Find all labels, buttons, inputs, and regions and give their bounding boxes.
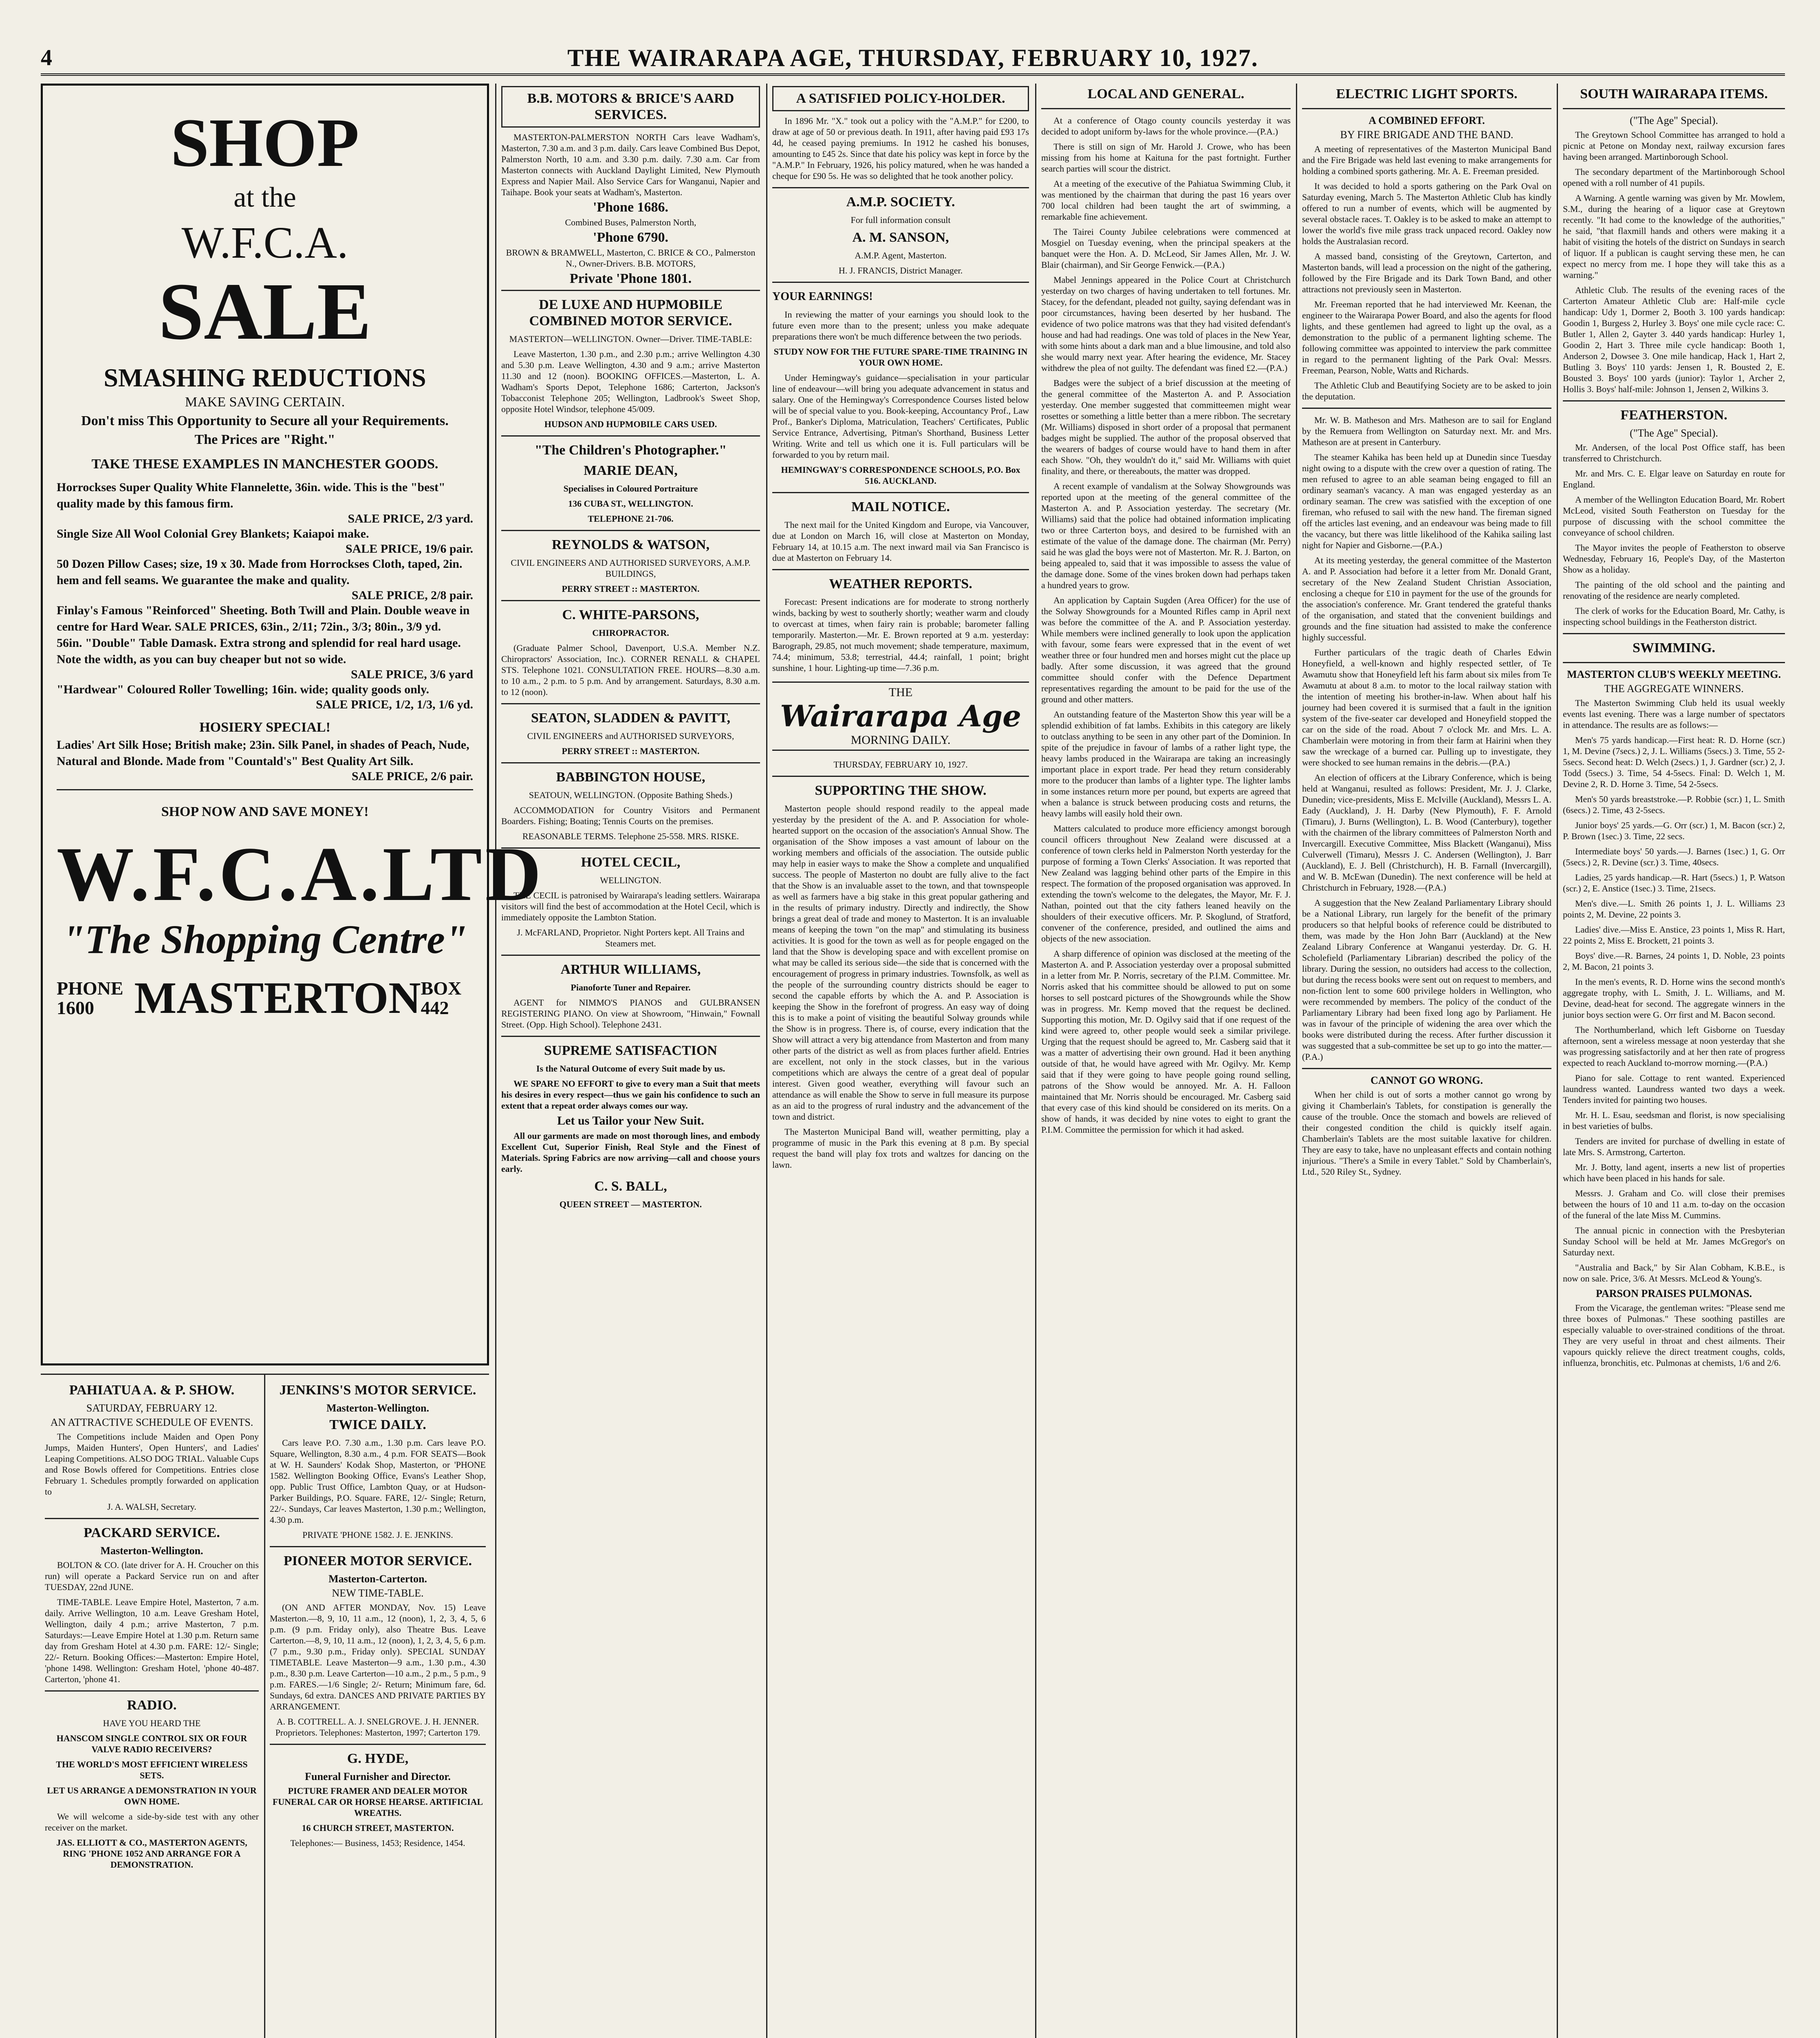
dean-telephone: TELEPHONE 21-706. [588, 514, 674, 524]
news-paragraph: Mr. Freeman reported that he had interviewed Mr. Keenan, the engineer to the Wairarapa Power Board, and also the agents for flood lights, and these gentlemen had agreed to light up the oval, as a demonstration to the public of a permanent lighting scheme. The following committee was appointed to interview the park committee in regard to the permanent lighting of the Park Oval: Messrs. Freeman, Pearson, Noble, Watts and Richards. [1302, 299, 1551, 375]
amp-manager: H. J. FRANCIS, District Manager. [838, 265, 963, 276]
bb-phone: 'Phone 1686. [593, 200, 669, 215]
pioneer-heading: PIONEER MOTOR SERVICE. [284, 1553, 472, 1568]
divider [772, 187, 1029, 188]
ad-sale-heading: SALE [158, 267, 372, 357]
editorial-date: THURSDAY, FEBRUARY 10, 1927. [833, 759, 968, 770]
bb-owners: BROWN & BRAMWELL, Masterton, C. BRICE & CO., Palmerston N., Owner-Drivers. B.B. MOTORS, [506, 247, 756, 269]
pioneer-route: Masterton-Carterton. [328, 1573, 427, 1585]
white-parsons-body: (Graduate Palmer School, Davenport, U.S.A. Member N.Z. Chiropractors' Association, Inc.). CORNER RENALL & CHAPEL STS. Telephone 1021. CONSULTATION FREE. HOURS—8.30 a.m. to 10 a.m., 2 p.m. to 5 p.m. And by arrangement. Saturdays, 8.30 a.m. to 12 (noon). [501, 643, 760, 697]
mail-notice-heading: MAIL NOTICE. [851, 499, 950, 514]
news-paragraph: A meeting of representatives of the Masterton Municipal Band and the Fire Brigade was held last evening to make arrangements for holding a combined sports gathering. Mr. A. E. Freeman presided. [1302, 144, 1551, 176]
ad-item: 56in. "Double" Table Damask. Extra strong and splendid for real hard usage. Note the width, as you can buy cheaper but not so wide. [57, 636, 461, 666]
supreme-body-2: All our garments are made on most thorough lines, and embody Excellent Cut, Superior Finish, Real Style and the Finest of Materials. Spring Fabrics are now arriving—call and choose yours early. [501, 1131, 760, 1174]
hotel-cecil-heading: HOTEL CECIL, [581, 855, 681, 870]
column-rule [495, 84, 496, 2038]
news-paragraph: Badges were the subject of a brief discussion at the meeting of the general committee of the Masterton A. and P. Association yesterday. One member suggested that committeemen might wear rosettes or something a little better than a mere ribbon. The secretary (Mr. Williams) disposed in short order of a proposal that permanent badges might be supplied. The author of the proposal observed that the wearers of badges of course would have to hand them in after each Show. "Oh, they wouldn't do it," said Mr. Williams with quiet finality, and there, or thereabouts, the matter was dropped. [1041, 378, 1291, 476]
pahiatua-signature: J. A. WALSH, Secretary. [107, 1502, 196, 1512]
editorial-masthead-the: THE [888, 686, 913, 699]
radio-line: HANSCOM SINGLE CONTROL SIX OR FOUR VALVE RADIO RECEIVERS? [56, 1733, 247, 1754]
dean-heading: "The Children's Photographer." [534, 443, 727, 458]
divider [1563, 662, 1785, 663]
seaton-address: PERRY STREET :: MASTERTON. [562, 746, 700, 756]
divider [501, 703, 760, 704]
seaton-subheading: CIVIL ENGINEERS and AUTHORISED SURVEYORS, [527, 731, 734, 741]
divider [1563, 108, 1785, 109]
column-6-south-wairarapa [1563, 84, 1785, 2038]
ad-wfca-name: W.F.C.A. [181, 218, 348, 267]
pioneer-signature: A. B. COTTRELL. A. J. SNELGROVE. J. H. JENNER. Proprietors. Telephones: Masterton, 1997; Carterton 179. [275, 1716, 480, 1738]
amp-subheading: For full information consult [851, 215, 951, 225]
editorial-masthead [772, 682, 1029, 751]
local-general-heading: LOCAL AND GENERAL. [1087, 86, 1245, 101]
ad-item-price: SALE PRICE, 2/3 yard. [348, 512, 473, 525]
column-rule [264, 1374, 265, 2038]
swimming-heading: SWIMMING. [1632, 640, 1716, 655]
news-paragraph: A Warning. A gentle warning was given by Mr. Mowlem, S.M., during the hearing of a liquor case at Greytown recently. "It had come to the knowledge of the authorities," he said, "that flaxmill hands and others were making it a habit of visiting the hotels of the district on Sundays in search of liquor. If a publican is caught serving these men, he can expect no mercy from me. I hope they will take this as a warning." [1563, 193, 1785, 280]
weather-heading: WEATHER REPORTS. [829, 576, 972, 591]
masthead [41, 41, 1785, 76]
news-paragraph: Men's 75 yards handicap.—First heat: R. D. Horne (scr.) 1, M. Devine (7secs.) 2, J. L. Williams (5secs.) 3. Time, 55 2-5secs. Second heat: D. Welch (2secs.) 1, J. Gardner (scr.) 2, J. Todd (5secs.) 3. Time, 54 4-5secs. Final: D. Welch 1, M. Devine 2, R. D. Horne 3. Time, 54 2-5secs. [1563, 735, 1785, 789]
ad-shop-heading: SHOP [170, 104, 359, 181]
radio-heading: RADIO. [127, 1698, 177, 1713]
news-paragraph: Ladies, 25 yards handicap.—R. Hart (5secs.) 1, P. Watson (scr.) 2, E. Anstice (1sec.) 3. Time, 21secs. [1563, 872, 1785, 893]
white-parsons-subheading: CHIROPRACTOR. [592, 628, 669, 638]
hotel-cecil-subheading: WELLINGTON. [600, 875, 661, 885]
news-paragraph: Further particulars of the tragic death of Charles Edwin Honeyfield, a well-known and highly respected settler, of Te Awamutu show that Honeyfield left his farm about six miles from Te Awamutu at about 8 a.m. to motor to the local railway station with the intention of meeting his brother-in-law. When about half his journey had been covered it is surmised that a fault in the ignition system of the five-seater car developed and Honeyfield stopped the car on the side of the road. About 7 o'clock Mr. and Mrs. L. A. Chamberlain were motoring in from their farm at Hairini when they saw the wreckage of a burned car. Pulling up to investigate, they were shocked to see human remains in the debris.—(P.A.) [1302, 647, 1551, 768]
news-paragraph: Mr. J. Botty, land agent, inserts a new list of properties which have been placed in his hands for sale. [1563, 1162, 1785, 1183]
news-paragraph: Men's 50 yards breaststroke.—P. Robbie (scr.) 1, L. Smith (6secs.) 2. Time, 43 2-5secs. [1563, 794, 1785, 815]
packard-service-heading: PACKARD SERVICE. [84, 1525, 220, 1540]
divider [501, 1036, 760, 1037]
mail-notice-body: The next mail for the United Kingdom and Europe, via Vancouver, due at London on March 16, will close at Masterton on Monday, February 14, at 10.15 a.m. The next inward mail via San Francisco is due at Masterton on February 14. [772, 520, 1029, 563]
electric-light-subheading-2: BY FIRE BRIGADE AND THE BAND. [1340, 129, 1514, 141]
bb-private-phone: Private 'Phone 1801. [569, 271, 692, 286]
hotel-cecil-body: THE CECIL is patronised by Wairarapa's leading settlers. Wairarapa visitors will find the best of accommodation at the Hotel Cecil, which is immediately opposite the Lambton Station. [501, 890, 760, 922]
ad-examples-heading: TAKE THESE EXAMPLES IN MANCHESTER GOODS. [91, 457, 438, 472]
divider [501, 530, 760, 531]
news-paragraph: It was decided to hold a sports gathering on the Park Oval on Saturday evening, March 5. The Masterton Athletic Club has kindly offered to run a number of events, which will be augmented by several obstacle races. T. Oakley is to be asked to make an attempt to lower the world's five mile grass track unpaced record. Oakley now holds the Australasian record. [1302, 181, 1551, 246]
ad-hosiery-price: SALE PRICE, 2/6 pair. [351, 770, 473, 783]
ad-item: Horrockses Super Quality White Flannelette, 36in. wide. This is the "best" quality made by this famous firm. [57, 481, 445, 510]
pahiatua-show-heading: PAHIATUA A. & P. SHOW. [69, 1383, 235, 1398]
divider [1041, 108, 1291, 109]
babbington-body: ACCOMMODATION for Country Visitors and Permanent Boarders. Fishing; Boating; Tennis Courts on the premises. [501, 805, 760, 826]
news-paragraph: An application by Captain Sugden (Area Officer) for the use of the Solway Showgrounds for a Mounted Rifles camp in April next was before the committee of the A. and P. Association yesterday. While members were inclined generally to look upon the application with favour, some fears were expressed that in the event of wet weather three or four hundred men and horses might cut the place up badly. After some discussion, it was agreed that the ground committee should confer with the Defence Department representatives regarding the amount to be paid for the use of the ground and other matters. [1041, 595, 1291, 704]
supreme-tailor: Let us Tailor your New Suit. [557, 1114, 704, 1127]
news-paragraph: The Athletic Club and Beautifying Society are to be asked to join the deputation. [1302, 380, 1551, 401]
radio-line: THE WORLD'S MOST EFFICIENT WIRELESS SETS. [56, 1759, 248, 1780]
ad-item-list [57, 479, 473, 712]
deluxe-heading: DE LUXE AND HUPMOBILE COMBINED MOTOR SERVICE. [529, 297, 732, 329]
news-paragraph: Mr. and Mrs. C. E. Elgar leave on Saturday en route for England. [1563, 468, 1785, 490]
news-paragraph: Ladies' dive.—Miss E. Anstice, 23 points 1, Miss R. Hart, 22 points 2, Miss E. Brockett, 21 points 3. [1563, 924, 1785, 946]
news-paragraph: Junior boys' 25 yards.—G. Orr (scr.) 1, M. Bacon (scr.) 2, P. Brown (1sec.) 3. Time, 22 secs. [1563, 820, 1785, 841]
column-rule [1035, 84, 1036, 2038]
pahiatua-date: SATURDAY, FEBRUARY 12. [86, 1402, 218, 1414]
earnings-body-2: Under Hemingway's guidance—specialisation in your particular line of endeavour—will bring you adequate advancement in status and salary. One of the Hemingway's Correspondence Courses listed below will be of special value to you. Book-keeping, Accountancy Prof., Law Prof., Banker's Diploma, Matriculation, Teachers' Certificates, Public Service Entrance, Advertising, Pitman's Shorthand, Business Letter Writing. Write and tell us which one it is. Full particulars will be forwarded to you by return mail. [772, 373, 1029, 460]
divider [501, 762, 760, 763]
news-paragraph: The annual picnic in connection with the Presbyterian Sunday School will be held at Mr. James McGregor's on Saturday next. [1563, 1225, 1785, 1257]
seaton-heading: SEATON, SLADDEN & PAVITT, [531, 710, 730, 726]
lower-left-column-b [270, 1380, 486, 2038]
jenkins-signature: PRIVATE 'PHONE 1582. J. E. JENKINS. [302, 1530, 453, 1540]
news-paragraph: A suggestion that the New Zealand Parliamentary Library should be a National Library, run largely for the benefit of the primary producers so that helpful books of reference could be distributed to them, was made by the Hon John Barr (Auckland) at the New Zealand Library Conference at Wanganui yesterday. Dr. G. H. Scholefield (Parliamentary Librarian) described the policy of the library. During the session, no outsiders had access to the collection, but during the recess books were sent out on request to members, and non-fiction lent to some 600 privilege holders in Wellington, who were recommended by members. The policy of the conduct of the Parliamentary Library had been fixed long ago by Parliament. He was in favour of the principle of widening the area over which the books were distributed during the recess. After further discussion it was suggested that a sub-committee be set up to go into the matter.—(P.A.) [1302, 898, 1551, 1062]
radio-agents: JAS. ELLIOTT & CO., MASTERTON AGENTS, RING 'PHONE 1052 AND ARRANGE FOR A DEMONSTRATION. [56, 1837, 247, 1870]
williams-heading: ARTHUR WILLIAMS, [560, 962, 701, 977]
divider [772, 569, 1029, 570]
south-wairarapa-heading: SOUTH WAIRARAPA ITEMS. [1580, 86, 1768, 101]
column-4-local-and-general [1041, 84, 1291, 2038]
news-paragraph: The clerk of works for the Education Board, Mr. Cathy, is inspecting school buildings in the Featherston district. [1563, 606, 1785, 627]
jenkins-twice-daily: TWICE DAILY. [329, 1417, 426, 1432]
bb-motors-heading: B.B. MOTORS & BRICE'S AARD SERVICES. [501, 86, 760, 128]
ad-make-saving: MAKE SAVING CERTAIN. [185, 395, 345, 410]
ad-masterton: MASTERTON [134, 973, 421, 1023]
babbington-subheading: SEATOUN, WELLINGTON. (Opposite Bathing Sheds.) [529, 790, 733, 800]
reynolds-subheading: CIVIL ENGINEERS AND AUTHORISED SURVEYORS, A.M.P. BUILDINGS, [511, 558, 751, 579]
weather-body: Forecast: Present indications are for moderate to strong northerly winds, backing by west to southerly shortly; weather warm and cloudy to overcast at times, when fairy rain is probable; barometer falling temporarily. Masterton.—Mr. E. Brown reported at 9 a.m. yesterday: Barograph, 29.85, not much movement; shade temperature, maximum, 74.4; minimum, 53.8; terrestrial, 44.4; rainfall, 1 point; bright sunshine, 1 hour. Lighting-up time—7.36 p.m. [772, 597, 1029, 673]
hyde-telephones: Telephones:— Business, 1453; Residence, 1454. [290, 1838, 465, 1848]
featherston-heading: FEATHERSTON. [1620, 408, 1727, 423]
news-paragraph: The Masterton Swimming Club held its usual weekly events last evening. There was a large number of spectators in attendance. The results are as follows:— [1563, 698, 1785, 730]
amp-agent-name: A. M. SANSON, [852, 230, 949, 245]
divider [1563, 400, 1785, 401]
packard-body: BOLTON & CO. (late driver for A. H. Croucher on this run) will operate a Packard Service run on and after TUESDAY, 22nd JUNE. [45, 1560, 259, 1592]
pulmonas-body: From the Vicarage, the gentleman writes: "Please send me three boxes of Pulmonas." These soothing pastilles are especially valuable to over-strained conditions of the throat. They are very useful in throat and chest ailments. Their vapours quickly relieve the direct treatment coughs, colds, influenza, bronchitis, etc. Pulmonas at chemists, 1/6 and 2/6. [1563, 1303, 1785, 1368]
ad-phone: PHONE 1600 [57, 977, 123, 1018]
electric-light-heading: ELECTRIC LIGHT SPORTS. [1336, 86, 1518, 101]
pioneer-timetable-label: NEW TIME-TABLE. [332, 1587, 424, 1599]
jenkins-heading: JENKINS'S MOTOR SERVICE. [279, 1383, 476, 1398]
news-paragraph: Men's dive.—L. Smith 26 points 1, J. L. Williams 23 points 2, M. Devine, 22 points 3. [1563, 898, 1785, 920]
pioneer-body: (ON AND AFTER MONDAY, Nov. 15) Leave Masterton.—8, 9, 10, 11 a.m., 12 (noon), 1, 2, 3, 4, 5, 6 p.m. (9 p.m. Friday only), also Theatre Bus. Leave Carterton.—8, 9, 10, 11 a.m., 12 (noon), 1, 2, 3, 4, 5, 6 p.m. (7 p.m., 9.30 p.m., Friday only). SPECIAL SUNDAY TIMETABLE. Leave Masterton—9 a.m., 1.30 p.m., 4.30 p.m., 8.30 p.m. Leave Carterton—10 a.m., 2 p.m., 5 p.m., 9 p.m. FARES.—1/6 Single; 2/- Return; Minimum fare, 6d. Sundays, 6d extra. DANCES AND PRIVATE PARTIES BY ARRANGEMENT. [270, 1602, 486, 1712]
divider [772, 492, 1029, 493]
jenkins-route: Masterton-Wellington. [326, 1402, 430, 1414]
featherston-subheading: ("The Age" Special). [1630, 427, 1718, 439]
editorial-heading: SUPPORTING THE SHOW. [815, 783, 987, 798]
ad-hosiery-text: Ladies' Art Silk Hose; British make; 23in. Silk Panel, in shades of Peach, Nude, Natural and Blonde. Made from "Countald's" Best Quality Art Silk. [57, 738, 469, 768]
news-paragraph: Matters calculated to produce more efficiency amongst borough council officers throughout New Zealand were discussed at a conference of town clerks held in Palmerston North yesterday for the purpose of forming a Town Clerks' Association. It was reported that New Zealand was lagging behind other parts of the Empire in this respect. The formation of the proposed organisation was approved. In extending the town's welcome to the delegates, the Mayor, Mr. F. J. Nathan, pointed out that the city fathers leaned heavily on the shoulders of their executive officers. Mr. P. Skoglund, of Stratford, convener of the conference, presided, and outlined the aims and objects of the new association. [1041, 823, 1291, 944]
jenkins-body: Cars leave P.O. 7.30 a.m., 1.30 p.m. Cars leave P.O. Square, Wellington, 8.30 a.m., 4 p.m. FOR SEATS—Book at W. H. Saunders' Kodak Shop, Masterton, or 'PHONE 1582. Wellington Booking Office, Evans's Leather Shop, opp. Public Trust Office, Lambton Quay, or at Hudson-Parker Buildings, P.O. Square. FARE, 12/- Single; Return, 22/-. Sundays, Car leaves Masterton, 1.30 p.m.; Wellington, 4.30 p.m. [270, 1438, 486, 1525]
ad-prices-right: The Prices are "Right." [194, 432, 335, 447]
ad-wfca-logo: W.F.C.A.LTD [57, 832, 544, 917]
column-rule [1296, 84, 1297, 2038]
deluxe-subheading: MASTERTON—WELLINGTON. Owner—Driver. TIME-TABLE: [509, 334, 752, 344]
radio-line: LET US ARRANGE A DEMONSTRATION IN YOUR OWN HOME. [47, 1785, 257, 1806]
williams-subheading: Pianoforte Tuner and Repairer. [571, 982, 691, 993]
ad-item: 50 Dozen Pillow Cases; size, 19 x 30. Made from Horrockses Cloth, taped, 2in. hem and fell seams. We guarantee the make and quality. [57, 557, 463, 587]
band-notice: The Masterton Municipal Band will, weather permitting, play a programme of music in the Park this evening at 8 p.m. By special request the band will play fox trots and waltzes for dancing on the lawn. [772, 1127, 1029, 1170]
news-paragraph: A recent example of vandalism at the Solway Showgrounds was reported upon at the meeting of the general committee of the Masterton A. and P. Association yesterday. The secretary (Mr. Williams) said that the police had obtained information implicating two or three Carterton boys, and desired to be furnished with an estimate of the value of the damage done. The chairman (Mr. Perry) said he was glad the boys were not of Masterton. Mr. R. J. Barton, on being appealed to, said that it was impossible to assess the value of the damage done. Some of the vines broken down had perhaps taken a hundred years to grow. [1041, 481, 1291, 590]
electric-light-subheading: A COMBINED EFFORT. [1368, 115, 1485, 126]
divider [772, 282, 1029, 283]
radio-line: We will welcome a side-by-side test with any other receiver on the market. [45, 1811, 259, 1833]
news-paragraph: A sharp difference of opinion was disclosed at the meeting of the Masterton A. and P. Association yesterday over a proposal submitted in a letter from Mr. P. Norris, secretary of the P.I.M. Committee. Mr. Norris asked that his committee should be allowed to put on some horses to sell postcard pictures of the Showgrounds while the Show was in progress. Mr. Kemp moved that the request be declined. Supporting this motion, Mr. D. Ogilvy said that if one request of the kind were agreed to, other people would seek a similar privilege. Urging that the request should be agreed to, Mr. Casberg said that it was a matter of advertising their own ground. Had it been anything outside of that, he would have agreed with Mr. Ogilvy. Mr. Kemp said that if they were going to have people going round selling, patrons of the Show would be annoyed. Mr. A. H. Falloon maintained that Mr. Norris should be encouraged. Mr. Casberg said that every case of this kind should be considered on its merits. On a show of hands, it was decided by nine votes to eight to grant the P.I.M. Committee the permission for which it had asked. [1041, 948, 1291, 1135]
hyde-subheading: Funeral Furnisher and Director. [305, 1771, 451, 1782]
ad-item-price: SALE PRICE, 3/6 yard [350, 668, 473, 681]
news-paragraph: Mr. W. B. Matheson and Mrs. Matheson are to sail for England by the Remuera from Wellington on Saturday next. Mr. and Mrs. Matheson are at present in Canterbury. [1302, 415, 1551, 447]
white-parsons-heading: C. WHITE-PARSONS, [562, 607, 699, 622]
divider [270, 1546, 486, 1547]
swimming-subheading: MASTERTON CLUB'S WEEKLY MEETING. [1567, 668, 1781, 680]
column-5-electric-light-sports [1302, 84, 1551, 2038]
ball-heading: C. S. BALL, [594, 1179, 667, 1194]
ad-item-price: SALE PRICE, 19/6 pair. [345, 542, 473, 556]
pahiatua-subheading: AN ATTRACTIVE SCHEDULE OF EVENTS. [50, 1416, 253, 1428]
wairarapa-age-logo: Wairarapa Age [780, 699, 1021, 733]
news-paragraph: Athletic Club. The results of the evening races of the Carterton Amateur Athletic Club are: Half-mile cycle handicap: Udy 1, Dormer 2, Booth 3. 100 yards handicap: Goodin 1, Burgess 2, Hurley 3. Boys' one mile cycle race: C. Butler 1, Allen 2, Gayter 3. 440 yards handicap: Hurley 1, Goodin 2, Hart 3. Three mile cycle handicap: Booth 1, Anderson 2, Dowsee 3. One mile handicap, Hack 1, Hart 2, Butling 3. Boys' 110 yards: Jensen 1, R. Bousted 2, E. Bousted 3. Boys' 100 yards (junior): Taylor 1, Archer 2, Hollis 3. Boys' half-mile: Johnson 1, Jensen 2, Wilkins 3. [1563, 285, 1785, 394]
earnings-body: In reviewing the matter of your earnings you should look to the future even more than to the present; unless you make adequate preparations there won't be much difference between the two periods. [772, 309, 1029, 342]
cannot-go-wrong-body: When her child is out of sorts a mother cannot go wrong by giving it Chamberlain's Tablets, for constipation is generally the cause of the trouble. Once the stomach and bowels are relieved of their congested condition the child is quickly itself again. Chamberlain's Tablets are the most suitable laxative for children. They are easy to take, have no unpleasant effects and contain nothing injurious. "There's a Smile in every Tablet." Sold by Chamberlain's, Ltd., 520 Riley St., Sydney. [1302, 1090, 1551, 1177]
deluxe-body: Leave Masterton, 1.30 p.m., and 2.30 p.m.; arrive Wellington 4.30 and 5.30 p.m. Leave Wellington, 4.30 and 9 a.m.; arrive Masterton 11.30 and 12 (noon). BOOKING OFFICES.—Masterton, L. A. Wadham's Sports Depot, Telephone 1686; Carterton, Jackson's Tobacconist Telephone 205; Wellington, Ladbrook's Sweet Shop, opposite Hotel Windsor, telephone 45/009. [501, 349, 760, 414]
divider [1302, 408, 1551, 409]
swimming-subheading-2: THE AGGREGATE WINNERS. [1604, 683, 1744, 695]
ad-hosiery-heading: HOSIERY SPECIAL! [199, 720, 331, 735]
earnings-signature: HEMINGWAY'S CORRESPONDENCE SCHOOLS, P.O. Box 516. AUCKLAND. [781, 465, 1020, 486]
ad-box: BOX 442 [421, 977, 462, 1018]
divider [57, 789, 473, 790]
divider [1302, 1068, 1551, 1069]
news-paragraph: Tenders are invited for purchase of dwelling in estate of late Mrs. S. Armstrong, Carterton. [1563, 1136, 1785, 1157]
hyde-heading: G. HYDE, [347, 1751, 409, 1766]
divider [45, 1518, 259, 1519]
divider [501, 955, 760, 956]
packard-timetable: TIME-TABLE. Leave Empire Hotel, Masterton, 7 a.m. daily. Arrive Wellington, 10 a.m. Leave Gresham Hotel, Wellington, daily 4 p.m.; arrive Masterton, 7 p.m. Saturdays:—Leave Empire Hotel at 1.30 p.m. Return same day from Gresham Hotel at 4.30 p.m. FARE: 12/- Single; 22/- Return. Booking Offices:—Masterton: Empire Hotel, 'phone 1498. Wellington: Gresham Hotel, 'phone 40-487. Carterton, 'phone 41. [45, 1597, 259, 1684]
pahiatua-body: The Competitions include Maiden and Open Pony Jumps, Maiden Hunters', Open Hunters', and Ladies' Leaping Competitions. ALSO DOG TRIAL. Valuable Cups and Rose Bowls offered for Competitions. Entries close February 1. Schedules promptly forwarded on application to [45, 1431, 259, 1497]
news-paragraph: At a meeting of the executive of the Pahiatua Swimming Club, it was mentioned by the chairman that during the past 16 years over 700 local children had been taught the art of swimming, a remarkable fine achievement. [1041, 179, 1291, 222]
amp-heading: A.M.P. SOCIETY. [846, 194, 955, 210]
dean-subheading: Specialises in Coloured Portraiture [563, 483, 698, 494]
news-paragraph: An outstanding feature of the Masterton Show this year will be a splendid exhibition of fat lambs. Exhibits in this category are likely to outclass anything to be seen in any other part of the Dominion. In spite of the prejudice in favour of lambs of a rather light type, the heavy lambs produced in the Wairarapa are taking an increasingly important place in export trade. Per head they return considerably more to the producer than lambs of a lighter type. The lighter lambs in some instances return more per pound, but experts are agreed that when a balance is struck between producing costs and returns, the heavy lambs will easily hold their own. [1041, 709, 1291, 818]
packard-route: Masterton-Wellington. [100, 1545, 203, 1557]
ad-item-price: SALE PRICE, 2/8 pair. [351, 589, 473, 602]
news-paragraph: A member of the Wellington Education Board, Mr. Robert McLeod, visited South Featherston on Tuesday for the purpose of discussing with the school committee the conveyance of school children. [1563, 494, 1785, 538]
ad-at-the: at the [234, 182, 296, 213]
dean-name: MARIE DEAN, [584, 463, 678, 478]
news-paragraph: The secondary department of the Martinborough School opened with a roll number of 41 pupils. [1563, 167, 1785, 188]
column-rule [766, 84, 767, 2038]
news-paragraph: In the men's events, R. D. Horne wins the second month's aggregate trophy, with L. Smith, J. L. Williams, and M. Devine, dead-heat for second. The aggregate winners in the junior boys section were G. Orr first and M. Bacon second. [1563, 977, 1785, 1020]
divider [772, 776, 1029, 777]
editorial-body: Masterton people should respond readily to the appeal made yesterday by the president of the A. and P. Association for whole-hearted support on the occasion of the association's Annual Show. The organisation of the Show imposes a vast amount of labour on the working members and officials of the association. The outside public may help in easier ways to make the Show a complete and unqualified success. The people of Masterton no doubt are fully alive to the fact that the Show is an invaluable asset to the town, and that townspeople as well as farmers have a big stake in this great popular gathering and in the results of primary industry. Directly and indirectly, the Show brings a great deal of trade and money to Masterton. It is an invaluable means of keeping the town "on the map" and stimulating its business activities. It is good for the town as well as for people engaged on the land that the Show is developing space and with excellent promise on what may be called its serious side—the side that is concerned with the encouragement of progress in primary industries. Townsfolk, as well as the people of the surrounding country districts should be eager to second the capable efforts by which the A. and P. Association is keeping the Show in the forefront of progress. An easy way of doing this is to make a point of visiting the beautiful Solway grounds while the Show is in progress. There is, of course, every indication that the Show will attract a very big attendance from Masterton and from many other parts of the district as well as from places further afield. Entries are excellent, not only in the stock classes, but in the various competitions which are always the centre of a great deal of popular interest. Given good weather, everything will favour such an attendance as will enable the Show to serve in full measure its purpose as an aid to the progress of rural industry and the advancement of the town and district. [772, 803, 1029, 1122]
news-paragraph: At a conference of Otago county councils yesterday it was decided to adopt uniform by-laws for the whole province.—(P.A.) [1041, 115, 1291, 137]
cannot-go-wrong-heading: CANNOT GO WRONG. [1371, 1074, 1483, 1086]
ad-footer [57, 972, 473, 1024]
column-rule [1557, 84, 1558, 2038]
newspaper-title: THE WAIRARAPA AGE, THURSDAY, FEBRUARY 10, 1927. [567, 44, 1258, 71]
divider [1302, 108, 1551, 109]
ad-item-price: SALE PRICE, 1/2, 1/3, 1/6 yd. [316, 698, 473, 711]
news-paragraph: Piano for sale. Cottage to rent wanted. Experienced laundress wanted. Laundress wanted two days a week. Tenders invited for painting two houses. [1563, 1073, 1785, 1105]
radio-question: HAVE YOU HEARD THE [103, 1718, 201, 1728]
column-2-advertisements [501, 84, 760, 2038]
news-paragraph: There is still on sign of Mr. Harold J. Crowe, who has been missing from his home at Kaituna for the past fortnight. Further search parties will scour the district. [1041, 141, 1291, 174]
divider [501, 290, 760, 291]
babbington-terms: REASONABLE TERMS. Telephone 25-558. MRS. RISKE. [522, 831, 739, 841]
news-paragraph: Mabel Jennings appeared in the Police Court at Christchurch yesterday on two charges of having undertaken to tell fortunes. Mr. Stacey, for the defendant, pleaded not guilty, saying defendant was in poor circumstances, having been deserted by her husband. The evidence of two police matrons was that they had visited defendant's house and had had readings. One was told of places in the New Year, with some hints about a dark man and a blue limousine, and told also she would marry next year. After hearing the evidence, Mr. Stacey withdrew the plea of not guilty. The defendant was fined £2.—(P.A.) [1041, 275, 1291, 373]
south-wairarapa-subheading: ("The Age" Special). [1630, 115, 1718, 126]
ad-item: "Hardwear" Coloured Roller Towelling; 16in. wide; quality goods only. [57, 683, 429, 696]
ad-smashing-reductions: SMASHING REDUCTIONS [104, 363, 426, 392]
reynolds-address: PERRY STREET :: MASTERTON. [562, 584, 700, 594]
williams-body: AGENT for NIMMO'S PIANOS and GULBRANSEN REGISTERING PIANO. On view at Showroom, "Hinwain," Fownall Street. (Opp. High School). Telephone 2431. [501, 997, 760, 1030]
divider [1563, 633, 1785, 634]
news-paragraph: Intermediate boys' 50 yards.—J. Barnes (1sec.) 1, G. Orr (5secs.) 2, R. Devine (scr.) 3. Time, 40secs. [1563, 846, 1785, 867]
ball-address: QUEEN STREET — MASTERTON. [559, 1199, 702, 1209]
column-3 [772, 84, 1029, 2038]
news-paragraph: The Northumberland, which left Gisborne on Tuesday afternoon, sent a wireless message at noon yesterday that she was progressing satisfactorily and at her then rate of progress expected to reach Auckland to-morrow morning.—(P.A.) [1563, 1025, 1785, 1068]
supreme-body: WE SPARE NO EFFORT to give to every man a Suit that meets his desires in every respect—thus we gain his confidence to such an extent that a repeat order always comes our way. [501, 1079, 760, 1111]
news-paragraph: Messrs. J. Graham and Co. will close their premises between the hours of 10 and 11 a.m. to-day on the occasion of the funeral of the late Miss M. Cummins. [1563, 1188, 1785, 1220]
hyde-body: PICTURE FRAMER AND DEALER MOTOR FUNERAL CAR OR HORSE HEARSE. ARTIFICIAL WREATHS. [272, 1786, 483, 1818]
divider [270, 1744, 486, 1745]
news-paragraph: The painting of the old school and the painting and renovating of the residence are nearly completed. [1563, 580, 1785, 601]
deluxe-footer: HUDSON AND HUPMOBILE CARS USED. [544, 419, 717, 429]
babbington-heading: BABBINGTON HOUSE, [556, 770, 705, 785]
bb-combined: Combined Buses, Palmerston North, [565, 217, 696, 227]
news-paragraph: "Australia and Back," by Sir Alan Cobham, K.B.E., is now on sale. Price, 3/6. At Messrs. McLeod & Young's. [1563, 1262, 1785, 1284]
supreme-heading: SUPREME SATISFACTION [544, 1043, 717, 1058]
earnings-heading: YOUR EARNINGS! [772, 290, 873, 303]
news-paragraph: Mr. Andersen, of the local Post Office staff, has been transferred to Christchurch. [1563, 442, 1785, 463]
ad-dont-miss: Don't miss This Opportunity to Secure all your Requirements. [81, 413, 449, 428]
reynolds-heading: REYNOLDS & WATSON, [552, 537, 709, 552]
news-paragraph: A massed band, consisting of the Greytown, Carterton, and Masterton bands, will lead a procession on the night of the gathering, followed by the Fire Brigade and its Dark Town Band, and other attractions not previously seen in Masterton. [1302, 251, 1551, 294]
morning-daily: MORNING DAILY. [851, 733, 951, 747]
divider [501, 435, 760, 437]
wfca-sale-advertisement [41, 84, 544, 1365]
policy-body: In 1896 Mr. "X." took out a policy with the "A.M.P." for £200, to draw at age of 50 or previous death. In 1911, after having paid £93 17s 4d, he ceased paying premiums. In 1912 he cashed his bonuses, amounting to £45 2s. Since that date his policy was kept in force by the "A.M.P." In February, 1926, his policy matured, when he was handed a cheque for £90 5s. He was so delighted that he took another policy. [772, 116, 1029, 181]
divider [45, 1690, 259, 1692]
bb-phone: 'Phone 6790. [593, 230, 669, 245]
news-paragraph: The steamer Kahika has been held up at Dunedin since Tuesday night owing to a dispute with the crew over a question of rating. The men refused to agree to an able seaman being engaged to fill an ordinary seaman's vacancy. A man was engaged yesterday as an ordinary seaman. The crew was satisfied with the exception of one fireman, who refused to sail with the new hand. The fireman signed off the articles last evening, and an endeavour was being made to fill the vacancy, but there was little likelihood of the Kahika sailing last night for Napier and Gisborne.—(P.A.) [1302, 452, 1551, 550]
supreme-subheading: Is the Natural Outcome of every Suit made by us. [536, 1063, 725, 1074]
news-paragraph: The Tairei County Jubilee celebrations were commenced at Mosgiel on Tuesday evening, when the principal speakers at the banquet were the Hon. A. D. McLeod, Sir James Allen, Mr. J. W. Blair (chairman), and Sir George Fenwick.—(P.A.) [1041, 227, 1291, 270]
pulmonas-heading: PARSON PRAISES PULMONAS. [1595, 1288, 1752, 1299]
news-paragraph: The Greytown School Committee has arranged to hold a picnic at Petone on Monday next, railway excursion fares having been arranged. Martinborough School. [1563, 130, 1785, 162]
earnings-study: STUDY NOW FOR THE FUTURE SPARE-TIME TRAINING IN YOUR OWN HOME. [773, 346, 1028, 368]
divider [501, 847, 760, 849]
page-number: 4 [41, 45, 52, 71]
ad-item: Finlay's Famous "Reinforced" Sheeting. Both Twill and Plain. Double weave in centre for Hard Wear. SALE PRICES, 63in., 2/11; 72in., 3/3; 80in., 3/9 yd. [57, 604, 470, 633]
ad-item: Single Size All Wool Colonial Grey Blankets; Kaiapoi make. [57, 527, 369, 540]
news-paragraph: An election of officers at the Library Conference, which is being held at Wanganui, resulted as follows: President, Mr. J. J. Clarke, Dunedin; vice-presidents, Miss E. McIville (Auckland), Messrs L. A. Eady (Auckland), J. H. Darby (New Plymouth), F. F. Arnold (Timaru), J. Burns (Wellington), L. B. Wood (Canterbury), together with the chairmen of the library committees of Palmerston North and Invercargill. Executive Committee, Miss Blackett (Wanganui), Miss Culverwell (Timaru), Messrs J. C. Andersen (Wellington), J. Barr (Auckland), E. J. Bell (Christchurch), H. B. Farnall (Invercargill), and W. B. McEwan (Dunedin). The next conference will be held at Christchurch in February, 1928.—(P.A.) [1302, 772, 1551, 893]
dean-address: 136 CUBA ST., WELLINGTON. [568, 498, 693, 509]
hyde-address: 16 CHURCH STREET, MASTERTON. [302, 1823, 454, 1833]
news-paragraph: The Mayor invites the people of Featherston to observe Wednesday, February 16, People's Day, of the Masterton Show as a holiday. [1563, 543, 1785, 575]
news-paragraph: At its meeting yesterday, the general committee of the Masterton A. and P. Association had before it a letter from Mr. Donald Grant, secretary of the New Zealand Student Christian Association, enclosing a cheque for £10 in payment for the use of the grounds for the association's conference. Mr. Grant tendered the grateful thanks of the organisation, and stated that the convenient buildings and grounds and the fine situation had assisted to make the conference highly successful. [1302, 555, 1551, 642]
ad-shopping-centre: "The Shopping Centre" [62, 917, 468, 962]
bb-motors-body: MASTERTON-PALMERSTON NORTH Cars leave Wadham's, Masterton, 7.30 a.m. and 3 p.m. daily. Cars leave Combined Bus Depot, Palmerston North, 10 a.m. and 3.30 p.m. daily. 7.30 a.m. Car from Masterton connects with Auckland Daylight Limited, New Plymouth Express and Napier Mail. Also Service Cars for Wanganui, Napier and Taihape. Book your seats at Wadham's, Masterton. [501, 132, 760, 197]
news-paragraph: Boys' dive.—R. Barnes, 24 points 1, D. Noble, 23 points 2, M. Bacon, 21 points 3. [1563, 951, 1785, 972]
policy-heading: A SATISFIED POLICY-HOLDER. [772, 86, 1029, 111]
ad-shop-now: SHOP NOW AND SAVE MONEY! [161, 804, 369, 819]
divider [501, 600, 760, 601]
hotel-cecil-signature: J. McFARLAND, Proprietor. Night Porters kept. All Trains and Steamers met. [517, 927, 745, 948]
news-paragraph: Mr. H. L. Esau, seedsman and florist, is now specialising in best varieties of bulbs. [1563, 1110, 1785, 1131]
lower-left-column-a [45, 1380, 259, 2038]
amp-agent-title: A.M.P. Agent, Masterton. [855, 250, 947, 260]
